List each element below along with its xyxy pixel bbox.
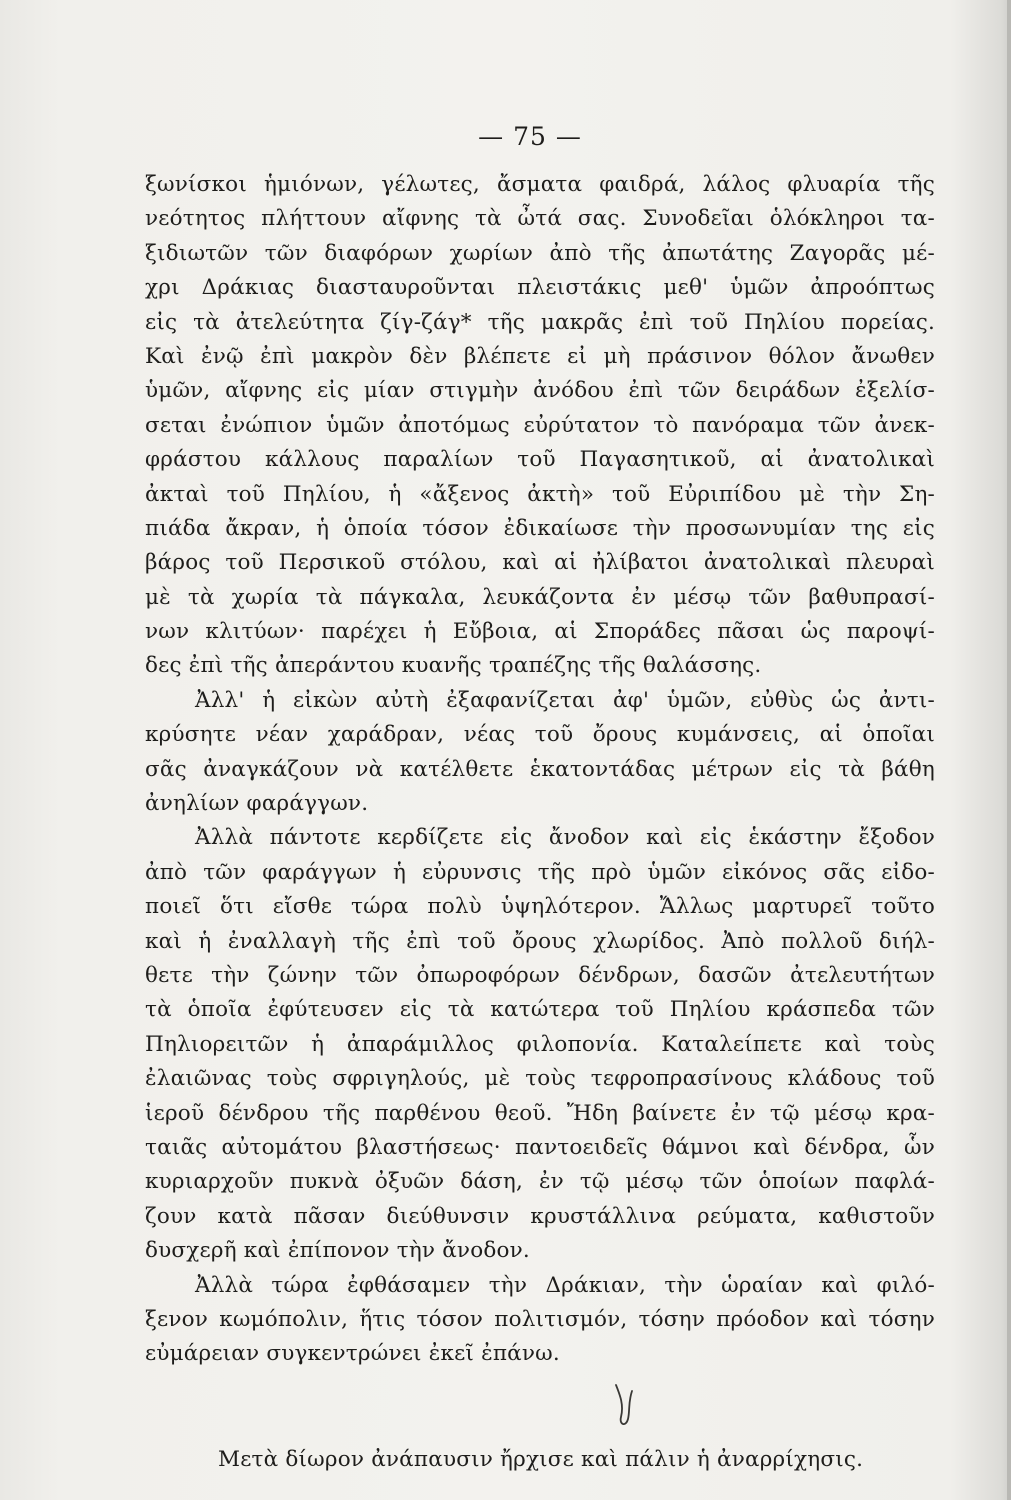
text-line: Ἀλλὰ τώρα ἐφθάσαμεν τὴν Δράκιαν, τὴν ὡραίαν καὶ φιλό-	[195, 1272, 935, 1298]
text-line: δες ἐπὶ τῆς ἀπεράντου κυανῆς τραπέζης τῆς θαλάσσης.	[145, 653, 762, 679]
text-line: εἰς τὰ ἀτελεύτητα ζίγ-ζάγ* τῆς μακρᾶς ἐπὶ τοῦ Πηλίου πορείας.	[145, 309, 935, 335]
text-line: ζουν κατὰ πᾶσαν διεύθυνσιν κρυστάλλινα ρεύματα, καθιστοῦν	[145, 1203, 935, 1229]
pencil-mark-icon	[610, 1381, 640, 1431]
text-line: θετε τὴν ζώνην τῶν ὀπωροφόρων δένδρων, δασῶν ἀτελευτήτων	[145, 962, 935, 988]
text-line: σᾶς ἀναγκάζουν νὰ κατέλθετε ἑκατοντάδας μέτρων εἰς τὰ βάθη	[145, 756, 935, 782]
text-line: Καὶ ἐνῷ ἐπὶ μακρὸν δὲν βλέπετε εἰ μὴ πράσινον θόλον ἄνωθεν	[145, 343, 935, 369]
text-line: νων κλιτύων· παρέχει ἡ Εὔβοια, αἱ Σποράδες πᾶσαι ὡς παροψί-	[145, 619, 935, 645]
text-line: ξιδιωτῶν τῶν διαφόρων χωρίων ἀπὸ τῆς ἀπωτάτης Ζαγορᾶς μέ-	[145, 240, 935, 266]
page-edge-shadow	[1007, 0, 1011, 1500]
text-line: ποιεῖ ὅτι εἴσθε τώρα πολὺ ὑψηλότερον. Ἄλλως μαρτυρεῖ τοῦτο	[145, 894, 935, 920]
text-line: κρύσητε νέαν χαράδραν, νέας τοῦ ὄρους κυμάνσεις, αἱ ὁποῖαι	[145, 722, 935, 748]
text-line: ἀπὸ τῶν φαράγγων ἡ εὐρυνσις τῆς πρὸ ὑμῶν εἰκόνος σᾶς εἰδο-	[145, 859, 935, 885]
closing-line: Μετὰ δίωρον ἀνάπαυσιν ἤρχισε καὶ πάλιν ἡ ἀναρρίχησις.	[218, 1447, 864, 1472]
text-line: σεται ἐνώπιον ὑμῶν ἀποτόμως εὐρύτατον τὸ πανόραμα τῶν ἀνεκ-	[145, 412, 935, 438]
text-line: ἐλαιῶνας τοὺς σφριγηλούς, μὲ τοὺς τεφροπρασίνους κλάδους τοῦ	[145, 1066, 935, 1092]
text-line: βάρος τοῦ Περσικοῦ στόλου, καὶ αἱ ἠλίβατοι ἀνατολικαὶ πλευραὶ	[145, 550, 935, 576]
text-line: κυριαρχοῦν πυκνὰ ὀξυῶν δάση, ἐν τῷ μέσῳ τῶν ὁποίων παφλά-	[145, 1169, 935, 1195]
text-line: ταιᾶς αὐτομάτου βλαστήσεως· παντοειδεῖς θάμνοι καὶ δένδρα, ὧν	[145, 1134, 935, 1160]
text-line: φράστου κάλλους παραλίων τοῦ Παγασητικοῦ, αἱ ἀνατολικαὶ	[145, 447, 935, 473]
text-line: καὶ ἡ ἐναλλαγὴ τῆς ἐπὶ τοῦ ὄρους χλωρίδος. Ἀπὸ πολλοῦ διήλ-	[145, 928, 935, 954]
text-line: ἀνηλίων φαράγγων.	[145, 791, 369, 817]
text-line: ἀκταὶ τοῦ Πηλίου, ἡ «ἄξενος ἀκτὴ» τοῦ Εὐριπίδου μὲ τὴν Ση-	[145, 481, 935, 507]
text-line: ὑμῶν, αἴφνης εἰς μίαν στιγμὴν ἀνόδου ἐπὶ τῶν δειράδων ἐξελίσ-	[145, 378, 935, 404]
text-line: πιάδα ἄκραν, ἡ ὁποία τόσον ἐδικαίωσε τὴν προσωνυμίαν της εἰς	[145, 515, 935, 541]
text-line: ἱεροῦ δένδρου τῆς παρθένου θεοῦ. Ἤδη βαίνετε ἐν τῷ μέσῳ κρα-	[145, 1100, 935, 1126]
text-line: νεότητος πλήττουν αἴφνης τὰ ὦτά σας. Συνοδεῖαι ὁλόκληροι τα-	[145, 206, 935, 232]
page-number: — 75 —	[478, 122, 582, 151]
text-line: Ἀλλ' ἡ εἰκὼν αὐτὴ ἐξαφανίζεται ἀφ' ὑμῶν, εὐθὺς ὡς ἀντι-	[195, 687, 935, 713]
text-line: ξενον κωμόπολιν, ἥτις τόσον πολιτισμόν, τόσην πρόοδον καὶ τόσην	[145, 1306, 935, 1332]
body-text	[145, 168, 935, 1372]
text-line: δυσχερῆ καὶ ἐπίπονον τὴν ἄνοδον.	[145, 1238, 530, 1264]
text-line: Πηλιορειτῶν ἡ ἀπαράμιλλος φιλοπονία. Καταλείπετε καὶ τοὺς	[145, 1031, 935, 1057]
text-line: χρι Δράκιας διασταυροῦνται πλειστάκις μεθ' ὑμῶν ἀπροόπτως	[145, 275, 935, 301]
text-line: Ἀλλὰ πάντοτε κερδίζετε εἰς ἄνοδον καὶ εἰς ἑκάστην ἔξοδον	[195, 825, 935, 851]
text-line: ξωνίσκοι ἡμιόνων, γέλωτες, ἄσματα φαιδρά, λάλος φλυαρία τῆς	[145, 172, 935, 197]
text-line: μὲ τὰ χωρία τὰ πάγκαλα, λευκάζοντα ἐν μέσῳ τῶν βαθυπρασί-	[145, 584, 935, 610]
text-line: τὰ ὁποῖα ἐφύτευσεν εἰς τὰ κατώτερα τοῦ Πηλίου κράσπεδα τῶν	[145, 997, 935, 1023]
text-line: εὐμάρειαν συγκεντρώνει ἐκεῖ ἐπάνω.	[145, 1341, 560, 1367]
